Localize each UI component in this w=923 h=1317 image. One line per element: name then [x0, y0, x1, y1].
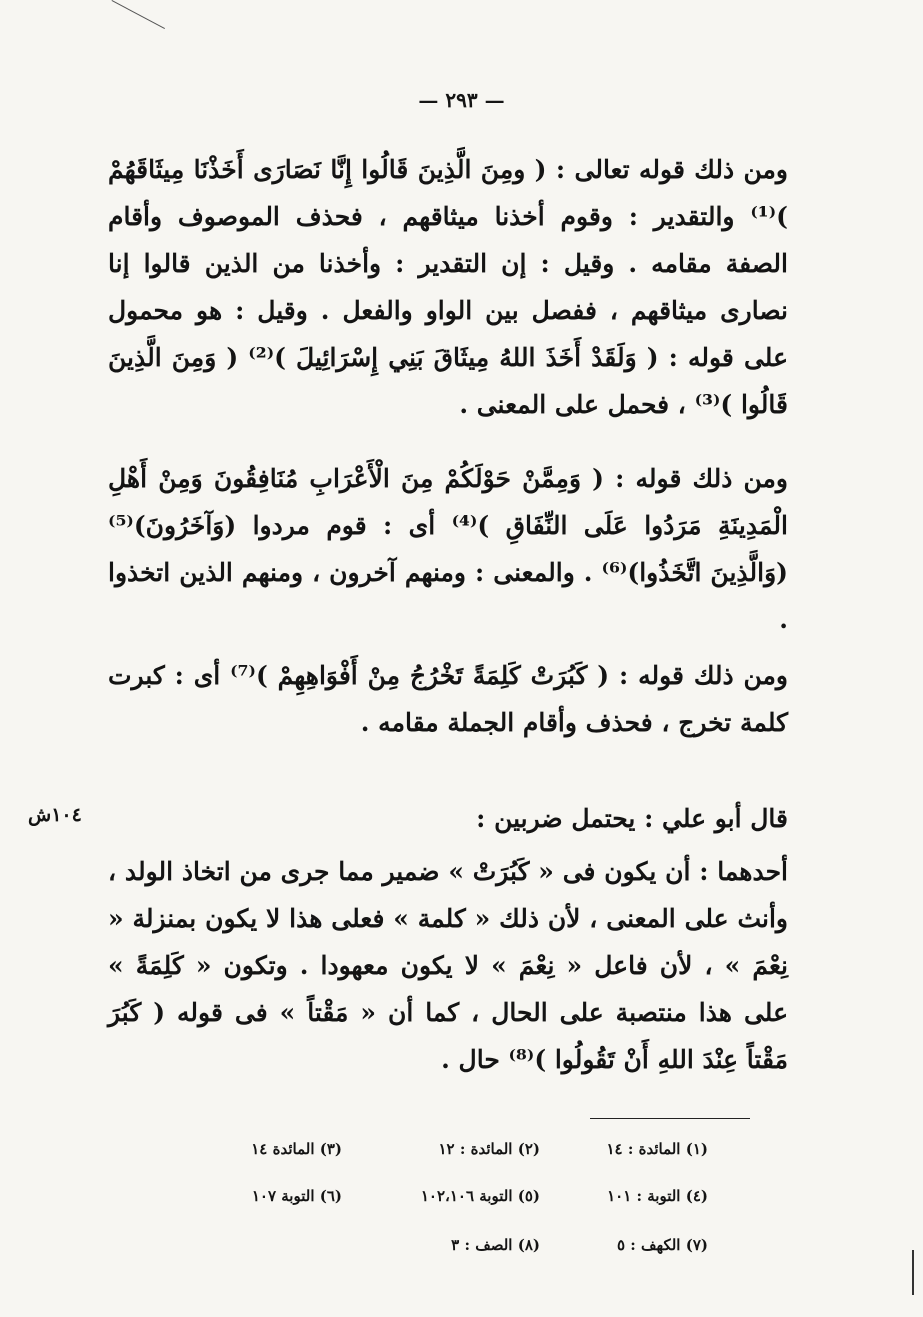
footnote-number: (١) [685, 1140, 708, 1158]
paragraph-text: أحدهما : أن يكون فى « كَبُرَتْ » ضمير مما جرى من اتخاذ الولد ، وأنث على المعنى ، لأن ذلك « كلمة » فعلى هذا لا يكون بمنزلة « نِعْمَ » ، لأن فاعل « نِعْمَ » لا يكون معهودا . وتكون « كَلِمَةً » على هذا منتصبة على الحال ، كما أن « مَقْتاً » فى قوله ( كَبُرَ مَقْتاً عِنْدَ اللهِ أَنْ تَقُولُوا )⁽⁸⁾ حال . [108, 857, 788, 1074]
footnote-reference: التوبة ١٠٢،١٠٦ [420, 1187, 513, 1205]
margin-note: ١٠٤ش [28, 804, 82, 826]
paragraph-text: قال أبو علي : يحتمل ضربين : [476, 804, 788, 833]
footnote-number: (٧) [685, 1236, 708, 1254]
footnote-reference: التوبة ١٠٧ [251, 1187, 315, 1205]
paragraph-5 [108, 848, 788, 1083]
paragraph-3 [108, 652, 788, 746]
footnote-reference: الصف : ٣ [451, 1236, 513, 1254]
footnote-number: (٢) [517, 1140, 540, 1158]
footnote-reference: المائدة : ١٢ [438, 1140, 513, 1158]
footnote-1 [538, 1140, 708, 1158]
footnote-8 [370, 1236, 540, 1254]
footnote-number: (٦) [319, 1187, 342, 1205]
footnote-5 [370, 1187, 540, 1205]
paragraph-text: ومن ذلك قوله تعالى : ( ومِنَ الَّذِينَ قَالُوا إِنَّا نَصَارَى أَخَذْنَا مِيثَاقَهُمْ )⁽¹⁾ والتقدير : وقوم أخذنا ميثاقهم ، فحذف الموصوف وأقام الصفة مقامه . وقيل : إن التقدير : وأخذنا من الذين قالوا إنا نصارى ميثاقهم ، ففصل بين الواو والفعل . وقيل : هو محمول على قوله : ( وَلَقَدْ أَخَذَ اللهُ مِيثَاقَ بَنِي إِسْرَائِيلَ )⁽²⁾ ( وَمِنَ الَّذِينَ قَالُوا )⁽³⁾ ، فحمل على المعنى . [108, 155, 788, 419]
footnote-reference: المائدة ١٤ [251, 1140, 315, 1158]
footnote-3 [172, 1140, 342, 1158]
scan-artifact-line [112, 0, 165, 29]
footnote-number: (٣) [319, 1140, 342, 1158]
paragraph-4 [108, 795, 788, 842]
paragraph-text: ومن ذلك قوله : ( وَمِمَّنْ حَوْلَكُمْ مِنَ الْأَعْرَابِ مُنَافِقُونَ وَمِنْ أَهْلِ الْمَدِينَةِ مَرَدُوا عَلَى النِّفَاقِ )⁽⁴⁾ أى : قوم مردوا (وَآخَرُونَ)⁽⁵⁾ (وَالَّذِينَ اتَّخَذُوا)⁽⁶⁾ . والمعنى : ومنهم آخرون ، ومنهم الذين اتخذوا . [108, 464, 788, 634]
footnote-reference: الكهف : ٥ [616, 1236, 681, 1254]
footnote-reference: التوبة : ١٠١ [607, 1187, 681, 1205]
footnote-6 [172, 1187, 342, 1205]
footnote-number: (٨) [517, 1236, 540, 1254]
paragraph-2 [108, 455, 788, 643]
footnote-2 [370, 1140, 540, 1158]
footnote-number: (٥) [517, 1187, 540, 1205]
footnote-number: (٤) [685, 1187, 708, 1205]
footnote-reference: المائدة : ١٤ [606, 1140, 681, 1158]
footnote-4 [538, 1187, 708, 1205]
footnote-7 [538, 1236, 708, 1254]
paragraph-1 [108, 146, 788, 428]
scan-edge-mark [912, 1250, 914, 1295]
page-number: — ٢٩٣ — [418, 88, 505, 112]
footnote-separator [590, 1118, 750, 1119]
paragraph-text: ومن ذلك قوله : ( كَبُرَتْ كَلِمَةً تَخْرُجُ مِنْ أَفْوَاهِهِمْ )⁽⁷⁾ أى : كبرت كلمة تخرج ، فحذف وأقام الجملة مقامه . [108, 661, 788, 737]
